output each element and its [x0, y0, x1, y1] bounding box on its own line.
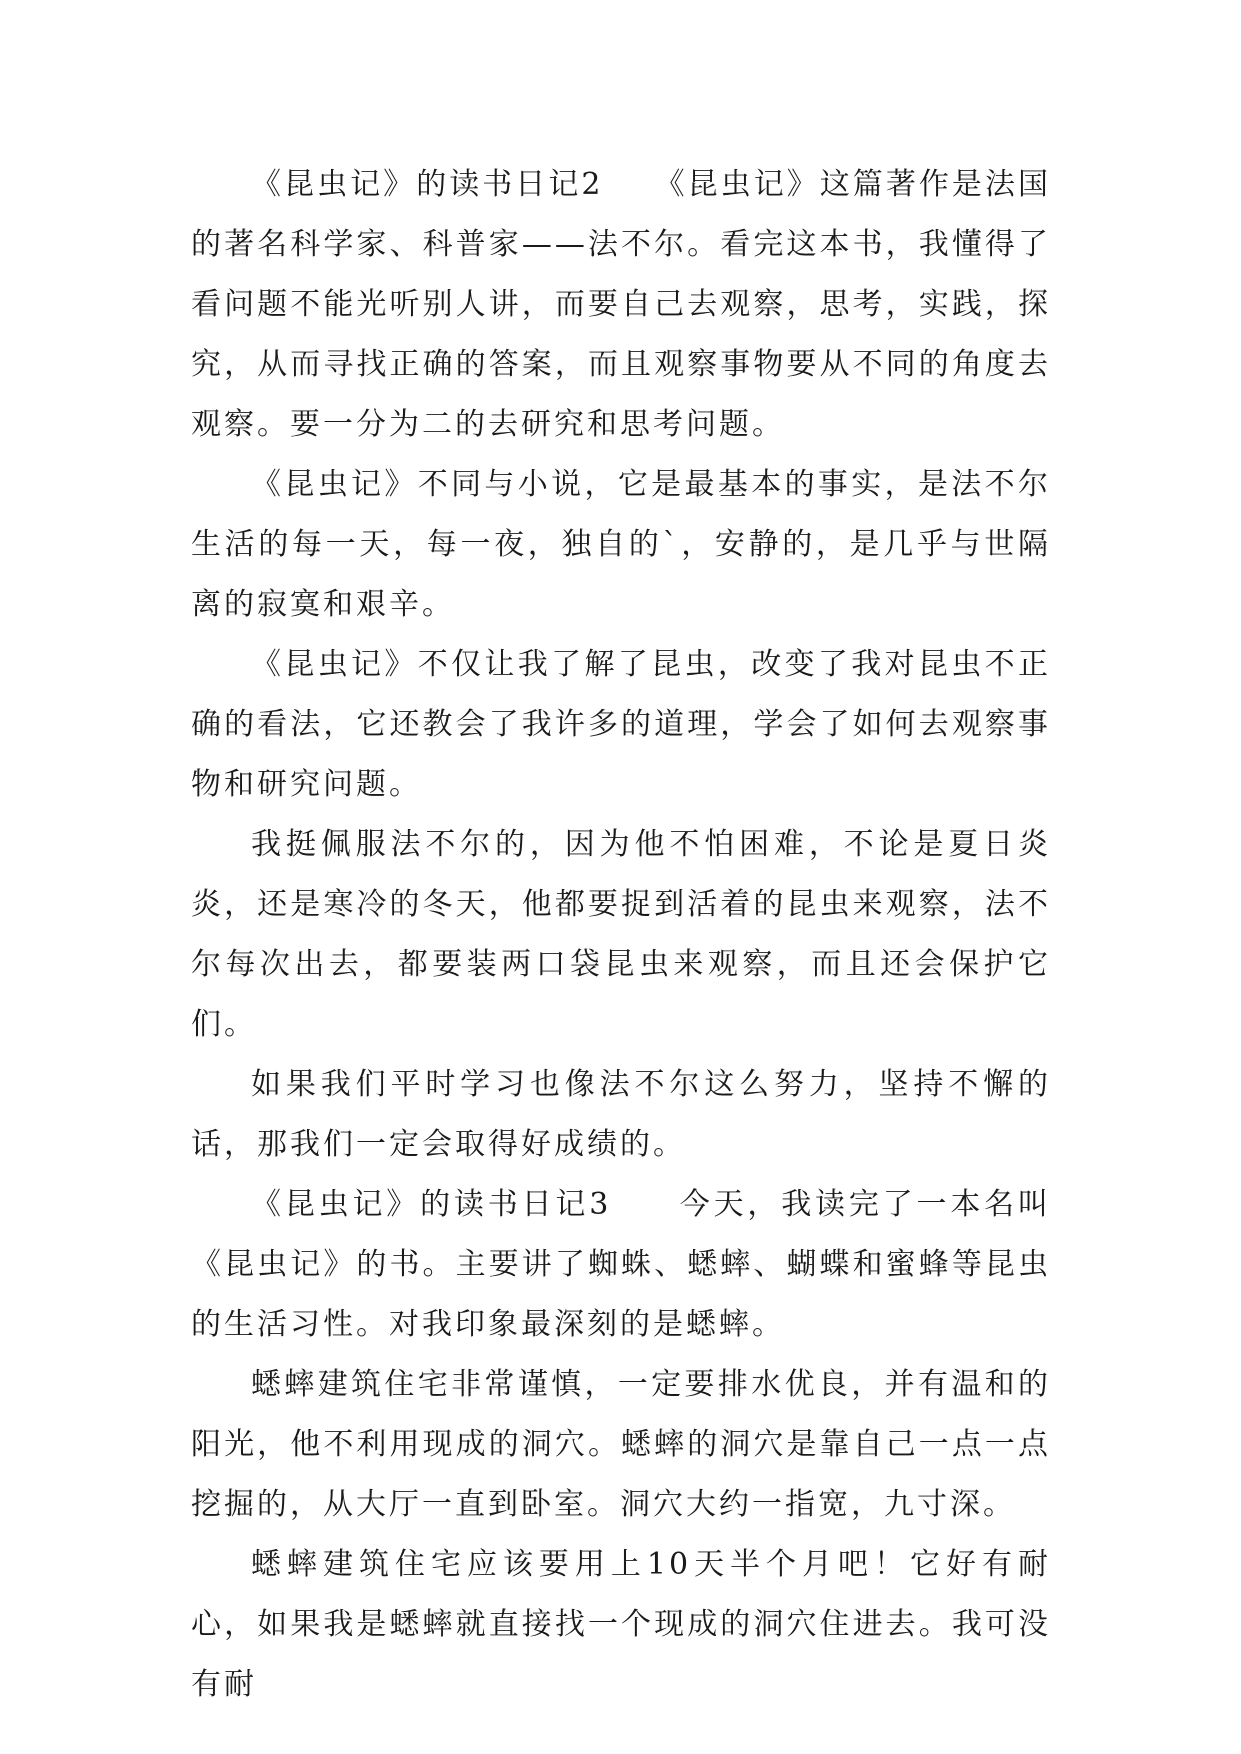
paragraph-4: 我挺佩服法不尔的，因为他不怕困难，不论是夏日炎炎，还是寒冷的冬天，他都要捉到活着的昆虫来观察，法不尔每次出去，都要装两口袋昆虫来观察，而且还会保护它们。	[191, 827, 1051, 1042]
paragraph-3: 《昆虫记》不仅让我了解了昆虫，改变了我对昆虫不正确的看法，它还教会了我许多的道理，学会了如何去观察事物和研究问题。	[191, 647, 1051, 802]
paragraph-5: 如果我们平时学习也像法不尔这么努力，坚持不懈的话，那我们一定会取得好成绩的。	[191, 1067, 1051, 1162]
document-body	[191, 155, 1051, 1715]
paragraph-8: 蟋蟀建筑住宅应该要用上10天半个月吧！它好有耐心，如果我是蟋蟀就直接找一个现成的洞穴住进去。我可没有耐	[191, 1547, 1051, 1702]
paragraph-7: 蟋蟀建筑住宅非常谨慎，一定要排水优良，并有温和的阳光，他不利用现成的洞穴。蟋蟀的洞穴是靠自己一点一点挖掘的，从大厅一直到卧室。洞穴大约一指宽，九寸深。	[191, 1367, 1051, 1522]
paragraph-6: 《昆虫记》的读书日记3 今天，我读完了一本名叫《昆虫记》的书。主要讲了蜘蛛、蟋蟀、蝴蝶和蜜蜂等昆虫的生活习性。对我印象最深刻的是蟋蟀。	[191, 1187, 1051, 1342]
paragraph-1: 《昆虫记》的读书日记2 《昆虫记》这篇著作是法国的著名科学家、科普家——法不尔。看完这本书，我懂得了看问题不能光听别人讲，而要自己去观察，思考，实践，探究，从而寻找正确的答案，而且观察事物要从不同的角度去观察。要一分为二的去研究和思考问题。	[191, 167, 1051, 442]
paragraph-2: 《昆虫记》不同与小说，它是最基本的事实，是法不尔生活的每一天，每一夜，独自的`，安静的，是几乎与世隔离的寂寞和艰辛。	[191, 467, 1051, 622]
